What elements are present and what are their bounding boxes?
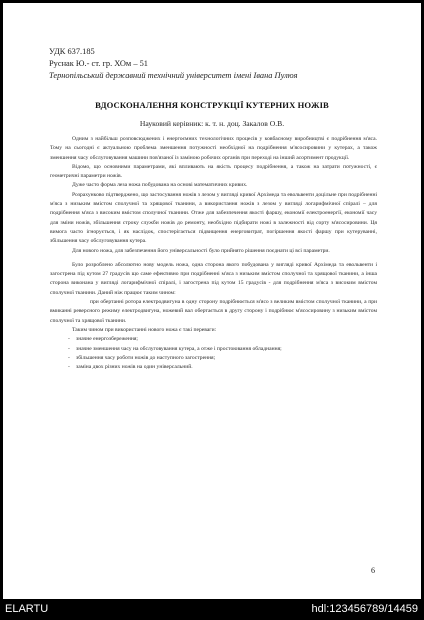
advantages-list — [50, 335, 377, 372]
list-item: - заміна двох різних ножів на один універсальний. — [68, 364, 193, 371]
article-title: ВДОСКОНАЛЕННЯ КОНСТРУКЦІЇ КУТЕРНИХ НОЖІВ — [95, 100, 329, 110]
list-item: - значне енергозбереження; — [68, 336, 138, 343]
article-body — [50, 135, 377, 372]
list-item: - збільшення часу роботи ножів до наступного загострення; — [68, 354, 216, 361]
university-line: Тернопільський державний технічний університет імені Івана Пулюя — [49, 71, 298, 80]
repository-label: ELARTU — [5, 603, 49, 615]
list-item: - значне зменшення часу на обслуговування кутера, а отже і простоювання обладнання; — [68, 345, 282, 352]
footer-bar — [0, 602, 424, 618]
paragraph: Дуже часто форма леза ножа побудована на основі математичних кривих. — [72, 182, 248, 189]
paragraph: Було розроблено абсолютно нову модель ножа, одна сторона якого побудована у вигляді кривої Архімеда та евольвенти і загострена під кутом 27 градусів що саме ефективно при подрібненні м'яса з низьким вмістом сполучної та хрящової тканини, а інша сторона виконана у вигляді логарифмічної спіралі, і загострена під кутом 15 градусів - для подрібнення м'яса з високим вмістом сполучної тканини. Даний ніж працює таким чином: — [50, 261, 377, 296]
paragraph: Розрахунково підтверджено, що застосування ножів з лезом у вигляді кривої Архімеда та евольвенти доцільне при подрібненні м'яса з низьким вмістом сполучної та хрящової тканини, а використання ножів з лезом у вигляді логарифмічної спіралі – для подрібнення м'яса з високим вмістом сполучної тканини. Отже для забезпечення якості фаршу, економії електроенергії, економії часу для зміни ножів, збільшення строку служби ножів до ремонту, необхідно підбирати ножі в залежності від сорту м'ясосировини. Ця вимога часто ігнорується, і як наслідок, спостерігається підвищення енерговитрат, погіршення якості фаршу при кутеруванні, збільшення часу обслуговування кутера. — [50, 191, 377, 245]
paragraph: Відомо, що основними параметрами, які впливають на якість процесу подрібнення, а також на затрати потужності, є геометричні параметри ножів. — [50, 163, 377, 180]
paragraph: Одним з найбільш розповсюджених і енергоємних технологічних процесів у ковбасному виробництві є подрібнення м'яса. Тому на сьогодні є актуальною проблема зменшення потужності необхідної на подрібнення м'ясосировини у кутерах, а також зменшення часу обслуговування машини пов'язаної із заміною робочих органів при переході на інший асортимент продукції. — [50, 136, 377, 161]
paragraph: Для нового ножа, для забезпечення його універсальності було прийнято рішення поєднати ці всі параметри. — [72, 247, 330, 254]
handle-id: hdl:123456789/14459 — [311, 603, 418, 615]
paragraph: Таким чином при використанні нового ножа є такі переваги: — [72, 326, 217, 333]
document-page — [3, 3, 421, 599]
supervisor-line: Науковий керівник: к. т. н. доц. Закалов О.В. — [139, 119, 285, 128]
page-number: 6 — [371, 566, 375, 575]
author-line: Руснак Ю.- ст. гр. ХОм – 51 — [49, 59, 148, 68]
udk-code: УДК 637.185 — [49, 47, 95, 56]
paragraph: при обертанні ротора електродвигуна в одну сторону подрібнюється м'ясо з великим вмістом сполучної тканини, а при вмиканні реверсного режиму електродвигуна, ножевий вал обертається в другу сторону і подрібнює м'ясосировину з низьким вмістом сполучної та хрящової тканини. — [50, 299, 377, 324]
